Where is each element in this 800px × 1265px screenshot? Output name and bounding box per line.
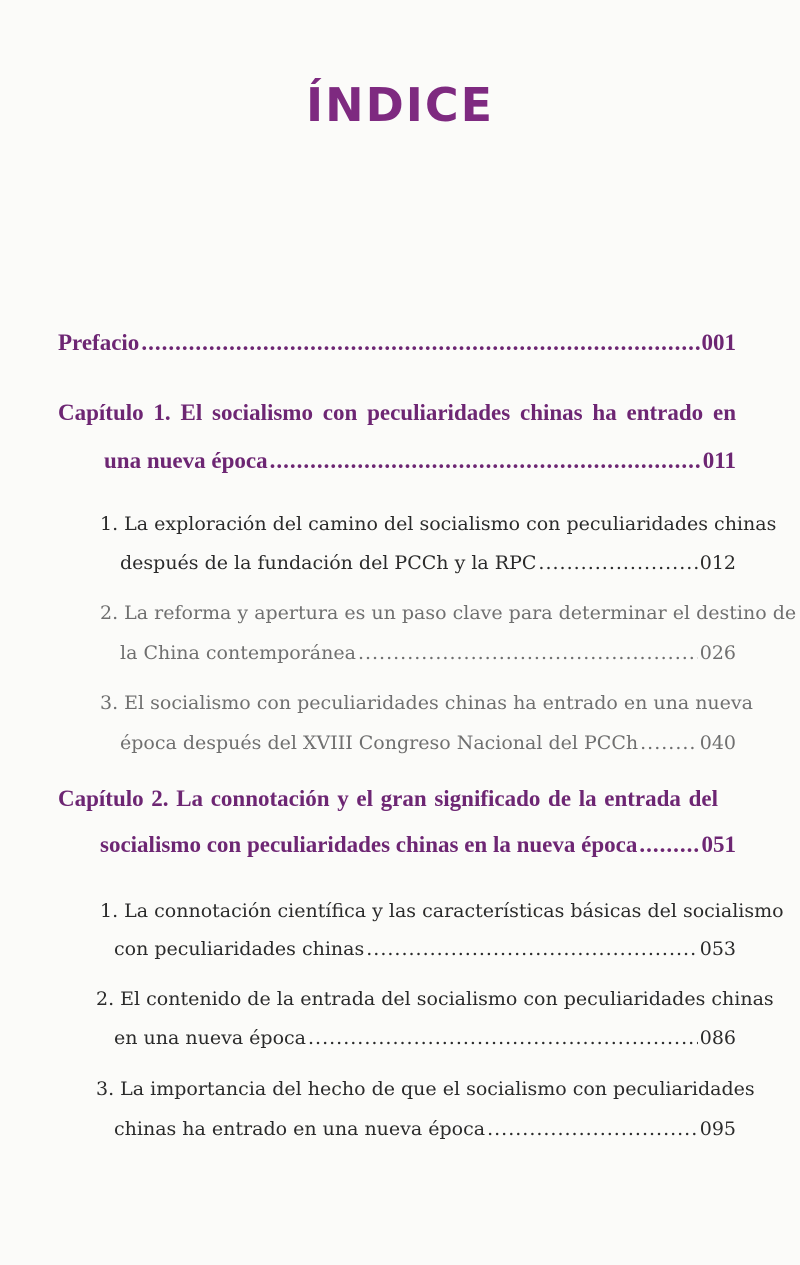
leader-dots [640,732,698,754]
toc-section-2-3[interactable] [114,1118,736,1140]
leader-dots [270,448,701,474]
toc-section-1-3-line1[interactable]: 3. El socialismo con peculiaridades chinas ha entrado en una nueva [100,692,753,714]
toc-entry-label: chinas ha entrado en una nueva época [114,1118,486,1140]
toc-page-number: 095 [699,1118,736,1140]
leader-dots [366,938,697,960]
toc-section-2-3-line1[interactable]: 3. La importancia del hecho de que el socialismo con peculiaridades [96,1078,755,1100]
toc-entry-preface[interactable] [58,330,736,356]
leader-dots [141,330,699,356]
toc-section-2-2-line1[interactable]: 2. El contenido de la entrada del socialismo con peculiaridades chinas [96,988,774,1010]
toc-entry-label: después de la fundación del PCCh y la RPC [120,552,537,574]
leader-dots [487,1118,698,1140]
leader-dots [308,1027,698,1049]
toc-entry-label: época después del XVIII Congreso Nacional del PCCh [120,732,639,754]
toc-entry-label: la China contemporánea [120,642,356,664]
toc-section-1-2-line1[interactable]: 2. La reforma y apertura es un paso clave para determinar el destino de [100,602,797,624]
toc-page-number: 040 [699,732,736,754]
toc-page-number: 026 [699,642,736,664]
toc-chapter-1-line1[interactable]: Capítulo 1. El socialismo con peculiaridades chinas ha entrado en [58,400,736,425]
leader-dots [639,832,699,858]
page-title: ÍNDICE [305,78,495,132]
toc-section-1-1[interactable] [120,552,736,574]
toc-chapter-2-line1[interactable]: Capítulo 2. La connotación y el gran significado de la entrada del [58,786,718,811]
toc-page-number: 053 [699,938,736,960]
toc-section-2-1[interactable] [114,938,736,960]
toc-page-number: 012 [699,552,736,574]
toc-section-1-1-line1[interactable]: 1. La exploración del camino del socialismo con peculiaridades chinas [100,513,777,535]
toc-entry-label: en una nueva época [114,1027,306,1049]
toc-chapter-2[interactable] [100,832,736,858]
leader-dots [538,552,697,574]
toc-page-number: 086 [699,1027,736,1049]
toc-chapter-1[interactable] [104,448,736,474]
toc-page-number: 051 [701,832,736,857]
toc-section-2-1-line1[interactable]: 1. La connotación científica y las características básicas del socialismo [100,900,784,922]
toc-section-1-3[interactable] [120,732,736,754]
toc-entry-label: una nueva época [104,448,268,473]
toc-entry-label: con peculiaridades chinas [114,938,365,960]
toc-entry-label: socialismo con peculiaridades chinas en la nueva época [100,832,638,857]
toc-page-number: 001 [701,330,736,355]
toc-section-2-2[interactable] [114,1027,736,1049]
toc-page-number: 011 [702,448,736,473]
toc-section-1-2[interactable] [120,642,736,664]
toc-entry-label: Prefacio [58,330,140,355]
leader-dots [358,642,698,664]
